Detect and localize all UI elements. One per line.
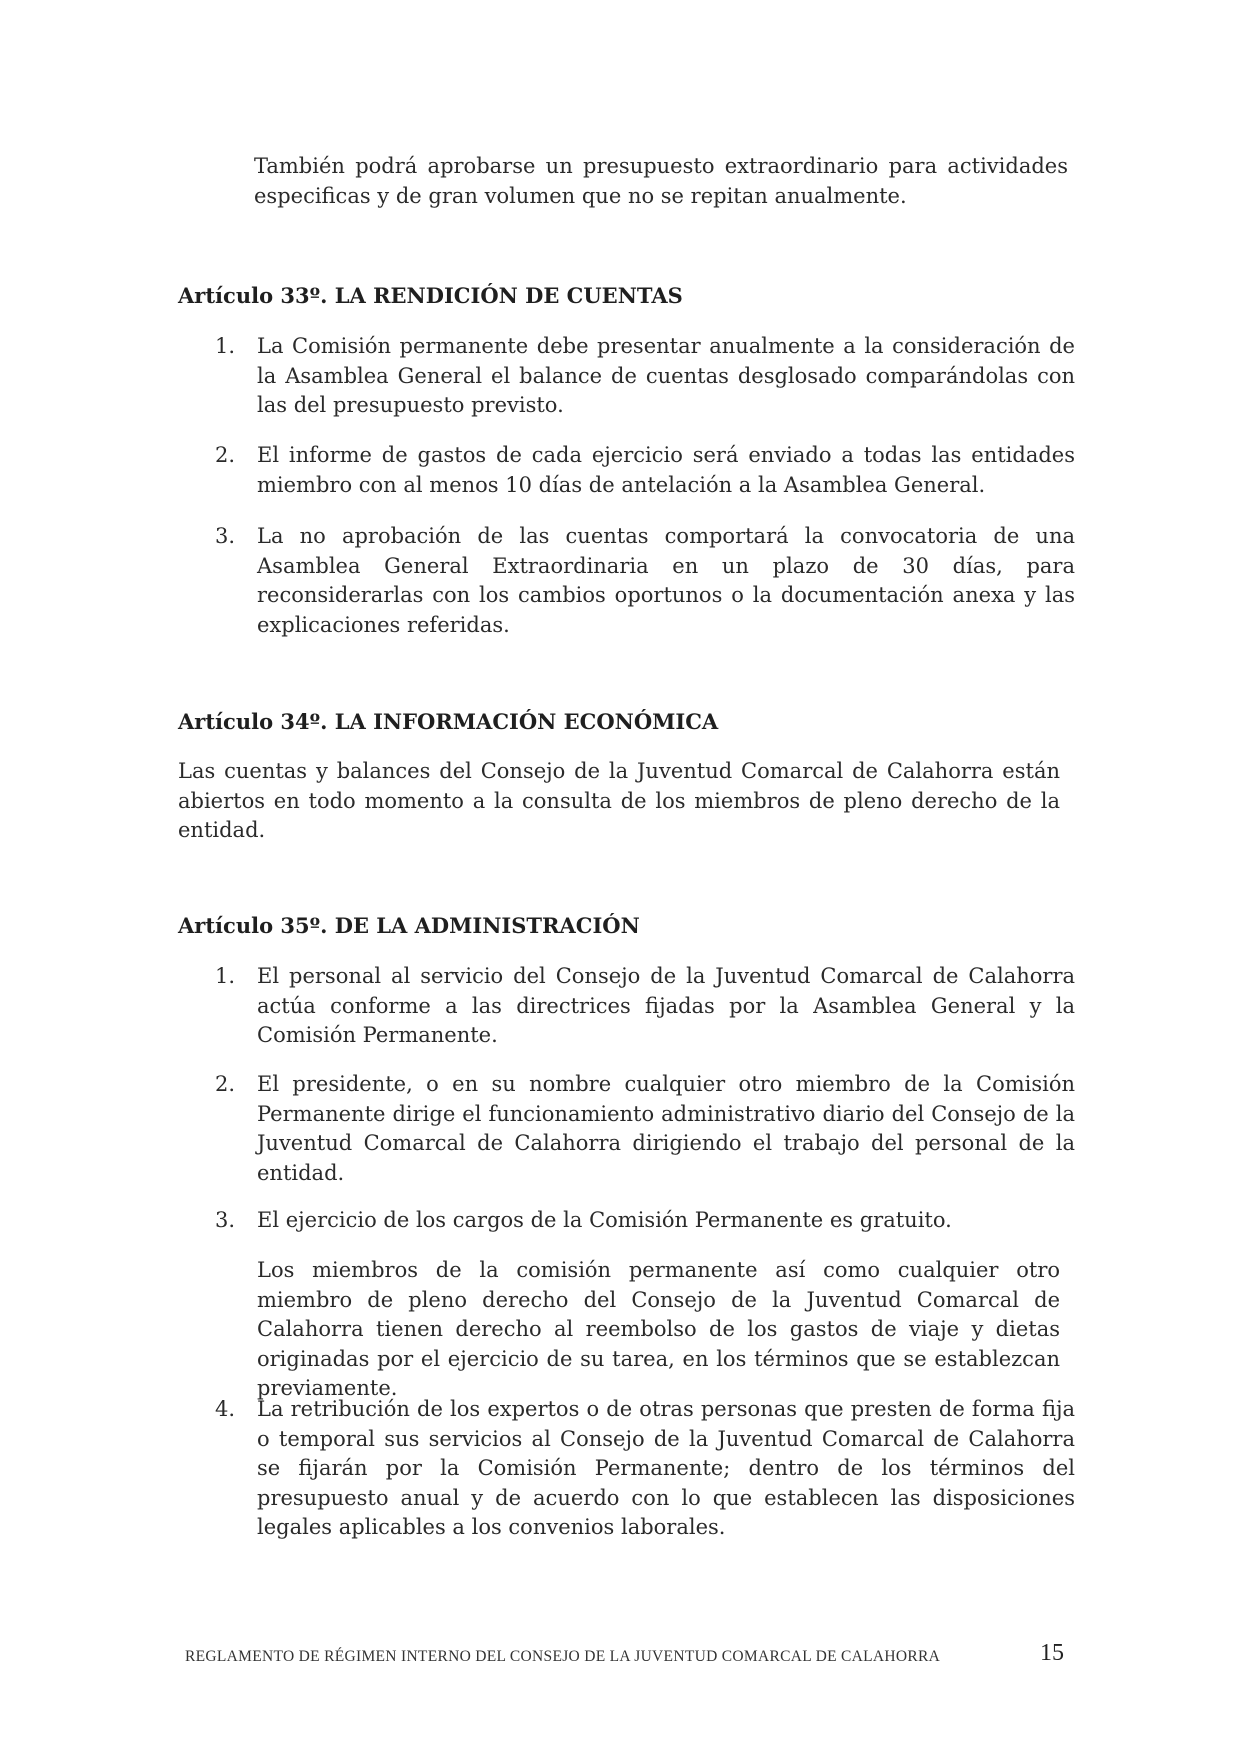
page-number: 15 xyxy=(1040,1640,1064,1666)
article-35-item-3 xyxy=(215,1206,1075,1236)
article-35-item-2 xyxy=(215,1070,1075,1188)
item-text: El personal al servicio del Consejo de la Juventud Comarcal de Calahorra actúa conforme a las directrices fijadas por la Asamblea General y la Comisión Permanente. xyxy=(257,964,1075,1047)
article-33-item-3 xyxy=(215,522,1075,640)
item-text: El presidente, o en su nombre cualquier otro miembro de la Comisión Permanente dirige el funcionamiento administrativo diario del Consejo de la Juventud Comarcal de Calahorra dirigiendo el trabajo del personal de la entidad. xyxy=(257,1072,1075,1185)
intro-paragraph: También podrá aprobarse un presupuesto extraordinario para actividades especificas y de gran volumen que no se repitan anualmente. xyxy=(254,154,1068,208)
item-number: 1. xyxy=(215,334,236,358)
footer-title: REGLAMENTO DE RÉGIMEN INTERNO DEL CONSEJO DE LA JUVENTUD COMARCAL DE CALAHORRA xyxy=(185,1648,941,1665)
article-35-item-3-extra: Los miembros de la comisión permanente así como cualquier otro miembro de pleno derecho del Consejo de la Juventud Comarcal de Calahorra tienen derecho al reembolso de los gastos de viaje y dietas originadas por el ejercicio de su tarea, en los términos que se establezcan previamente. xyxy=(257,1258,1060,1400)
item-text: La no aprobación de las cuentas comportará la convocatoria de una Asamblea General Extraordinaria en un plazo de 30 días, para reconsiderarlas con los cambios oportunos o la documentación anexa y las explicaciones referidas. xyxy=(257,524,1075,637)
item-number: 2. xyxy=(215,1072,236,1096)
item-number: 2. xyxy=(215,443,236,467)
item-text: El informe de gastos de cada ejercicio será enviado a todas las entidades miembro con al menos 10 días de antelación a la Asamblea General. xyxy=(257,443,1075,497)
article-33-item-2 xyxy=(215,441,1075,500)
article-35-heading: Artículo 35º. DE LA ADMINISTRACIÓN xyxy=(178,913,640,938)
item-text: La Comisión permanente debe presentar anualmente a la consideración de la Asamblea General el balance de cuentas desglosado comparándolas con las del presupuesto previsto. xyxy=(257,334,1075,417)
article-33-item-1 xyxy=(215,332,1075,421)
item-number: 3. xyxy=(215,524,236,548)
item-text: La retribución de los expertos o de otras personas que presten de forma fija o temporal sus servicios al Consejo de la Juventud Comarcal de Calahorra se fijarán por la Comisión Permanente; dentro de los términos del presupuesto anual y de acuerdo con lo que establecen las disposiciones legales aplicables a los convenios laborales. xyxy=(257,1397,1075,1539)
item-number: 3. xyxy=(215,1208,236,1232)
article-35-item-4 xyxy=(215,1395,1075,1543)
article-33-heading: Artículo 33º. LA RENDICIÓN DE CUENTAS xyxy=(178,283,683,308)
article-35-item-1 xyxy=(215,962,1075,1051)
article-34-paragraph: Las cuentas y balances del Consejo de la Juventud Comarcal de Calahorra están abiertos en todo momento a la consulta de los miembros de pleno derecho de la entidad. xyxy=(178,759,1060,842)
item-text: El ejercicio de los cargos de la Comisión Permanente es gratuito. xyxy=(257,1208,952,1232)
item-number: 1. xyxy=(215,964,236,988)
item-number: 4. xyxy=(215,1397,236,1421)
article-34-heading: Artículo 34º. LA INFORMACIÓN ECONÓMICA xyxy=(178,709,719,734)
